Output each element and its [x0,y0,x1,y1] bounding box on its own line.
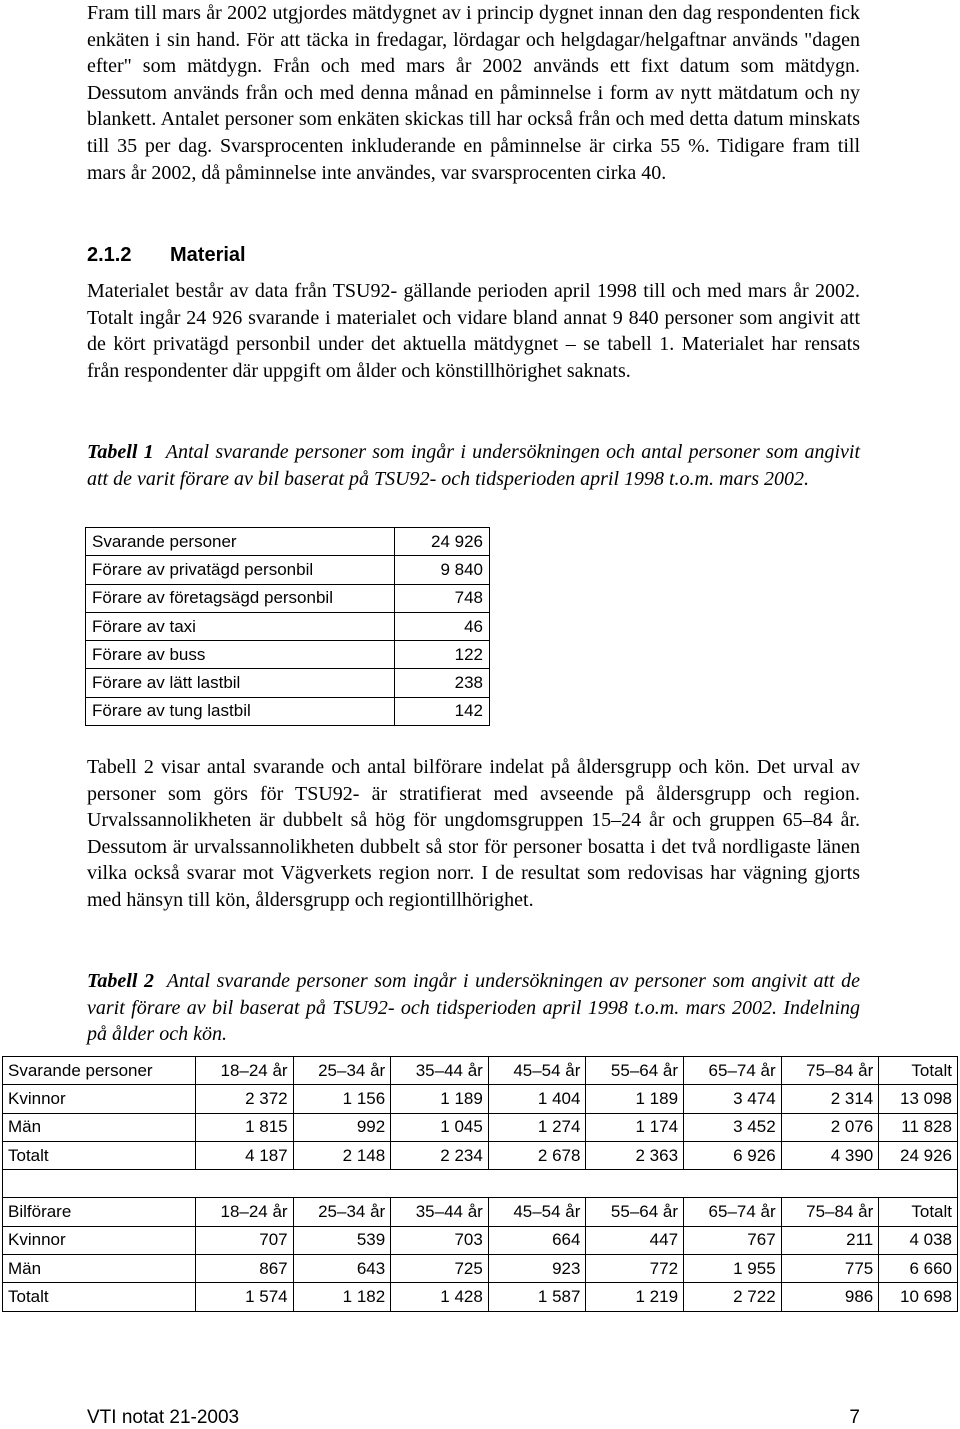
table-row [86,669,490,697]
table-cell-label: Förare av tung lastbil [86,697,395,725]
table-cell-value: 45–54 år [488,1057,586,1085]
table-cell-label: Män [3,1113,196,1141]
table-header-row [3,1057,958,1085]
table-cell-value: 992 [293,1113,391,1141]
table-cell-value: 18–24 år [196,1057,294,1085]
table-cell-value: 1 045 [391,1113,489,1141]
table1-caption-text: Antal svarande personer som ingår i undersökningen och antal personer som angivit att de varit förare av bil baserat på TSU92- och tidsperioden april 1998 t.o.m. mars 2002. [87,441,861,490]
table-cell-value: 13 098 [879,1085,958,1113]
table-cell-value: 25–34 år [293,1057,391,1085]
table-cell-value: 748 [395,584,490,612]
table-cell-value: 1 189 [586,1085,684,1113]
table-cell-value: 2 234 [391,1141,489,1169]
table-cell-value: 35–44 år [391,1198,489,1226]
table-row [86,528,490,556]
table-cell-value: 2 678 [488,1141,586,1169]
material-paragraph: Materialet består av data från TSU92- gällande perioden april 1998 till och med mars år 2002. Totalt ingår 24 926 svarande i materialet och vidare bland annat 9 840 personer som angivit att de kört privatägd personbil under det aktuella mätdygnet – se tabell 1. Materialet har rensats från respondenter där uppgift om ålder och könstillhörighet saknats. [87,280,860,382]
table-cell-value: 2 722 [684,1283,782,1311]
table-cell-value: 664 [488,1226,586,1254]
table2-caption-text: Antal svarande personer som ingår i undersökningen av personer som angivit att de varit förare av bil baserat på TSU92- och tidsperioden april 1998 t.o.m. mars 2002. Indelning på ålder och kön. [87,970,861,1046]
section-heading [87,244,246,267]
table-cell-value: 4 038 [879,1226,958,1254]
table-row [86,584,490,612]
table-row [86,612,490,640]
section-number: 2.1.2 [87,244,132,266]
table-cell-value: 1 219 [586,1283,684,1311]
table-cell-label: Förare av privatägd personbil [86,556,395,584]
table-cell-value: 211 [781,1226,879,1254]
table-cell-value: 75–84 år [781,1057,879,1085]
table2 [2,1056,958,1312]
table-cell-value: 18–24 år [196,1198,294,1226]
table-cell-value: 24 926 [879,1141,958,1169]
table-row [3,1113,958,1141]
table-cell-value: 1 587 [488,1283,586,1311]
table-cell-value: 9 840 [395,556,490,584]
table-cell-value: 1 404 [488,1085,586,1113]
table-cell-value: 122 [395,641,490,669]
table-cell-value: 772 [586,1255,684,1283]
table-cell-label: Totalt [3,1283,196,1311]
table-cell-value: 775 [781,1255,879,1283]
table-cell-label: Kvinnor [3,1085,196,1113]
intro-paragraph: Fram till mars år 2002 utgjordes mätdygnet av i princip dygnet innan den dag respondenten fick enkäten i sin hand. För att täcka in fredagar, lördagar och helgdagar/helgaftnar används "dagen efter" som mätdygn. Från och med mars år 2002 används ett fixt datum som mätdygn. Dessutom används från och med denna månad en påminnelse i form av nytt mätdatum och ny blankett. Antalet personer som enkäten skickas till har också från och med detta datum minskats till 35 per dag. Svarsprocenten inkluderande en påminnelse är cirka 55 %. Tidigare fram till mars år 2002, då påminnelse inte användes, var svarsprocenten cirka 40. [87,2,860,184]
table-cell-value: Totalt [879,1057,958,1085]
table-cell-value: 4 390 [781,1141,879,1169]
table-cell-value: 1 428 [391,1283,489,1311]
table-cell-value: 725 [391,1255,489,1283]
table-cell-label: Totalt [3,1141,196,1169]
table-row [3,1141,958,1169]
table-cell-value: 1 274 [488,1113,586,1141]
table-cell-label: Förare av lätt lastbil [86,669,395,697]
table1-caption-label: Tabell 1 [87,441,154,463]
table-cell-value: 55–64 år [586,1057,684,1085]
table-cell-value: 55–64 år [586,1198,684,1226]
table2-body [3,1057,958,1312]
table-cell-value: 4 187 [196,1141,294,1169]
table-cell-value: 2 148 [293,1141,391,1169]
table-spacer-cell [3,1170,958,1198]
table-cell-value: Totalt [879,1198,958,1226]
table-cell-value: 65–74 år [684,1057,782,1085]
table-cell-value: 447 [586,1226,684,1254]
table-cell-label: Förare av taxi [86,612,395,640]
table-row [86,556,490,584]
table-row [86,641,490,669]
table-cell-value: 2 314 [781,1085,879,1113]
table-cell-value: 35–44 år [391,1057,489,1085]
table-cell-value: 2 372 [196,1085,294,1113]
table-cell-value: 707 [196,1226,294,1254]
table-header-row [3,1198,958,1226]
table-cell-value: 25–34 år [293,1198,391,1226]
table-cell-value: 6 926 [684,1141,782,1169]
table-cell-label: Förare av buss [86,641,395,669]
table-row [3,1085,958,1113]
table-row [3,1226,958,1254]
table-cell-value: 65–74 år [684,1198,782,1226]
table1 [85,527,490,726]
table-cell-label: Män [3,1255,196,1283]
table2-caption [87,968,860,1048]
table-cell-value: 6 660 [879,1255,958,1283]
middle-paragraph: Tabell 2 visar antal svarande och antal bilförare indelat på åldersgrupp och kön. Det urval av personer som görs för TSU92- är stratifierat med avseende på åldersgrupp och region. Urvalssannolikheten är dubbelt så hög för ungdomsgruppen 15–24 år och gruppen 65–84 år. Dessutom är urvalssannolikheten dubbelt så stor för personer bosatta i det två nordligaste länen vilka också svarar mot Vägverkets region norr. I de resultat som redovisas har vägning gjorts med hänsyn till kön, åldersgrupp och regiontillhörighet. [87,756,860,911]
table-row [86,697,490,725]
table-cell-value: 986 [781,1283,879,1311]
table-cell-value: 46 [395,612,490,640]
table-cell-label: Svarande personer [86,528,395,556]
table-cell-value: 1 189 [391,1085,489,1113]
table-cell-value: 1 174 [586,1113,684,1141]
table-cell-value: 2 076 [781,1113,879,1141]
table-cell-value: 142 [395,697,490,725]
table2-caption-label: Tabell 2 [87,970,154,992]
table-cell-value: 923 [488,1255,586,1283]
table-cell-value: 2 363 [586,1141,684,1169]
footer-page-number: 7 [849,1407,860,1428]
table-cell-value: 1 955 [684,1255,782,1283]
table-cell-value: 643 [293,1255,391,1283]
table-cell-value: 238 [395,669,490,697]
table-cell-value: 3 452 [684,1113,782,1141]
section-title: Material [170,244,246,266]
table-cell-value: 703 [391,1226,489,1254]
table-row [3,1255,958,1283]
table-cell-value: 3 474 [684,1085,782,1113]
table-cell-value: 10 698 [879,1283,958,1311]
table-cell-value: 24 926 [395,528,490,556]
table-cell-value: 1 156 [293,1085,391,1113]
table-cell-value: 45–54 år [488,1198,586,1226]
table-spacer-row [3,1170,958,1198]
table-cell-label: Kvinnor [3,1226,196,1254]
table-cell-value: 867 [196,1255,294,1283]
table-cell-value: 1 182 [293,1283,391,1311]
table-cell-label: Bilförare [3,1198,196,1226]
table-row [3,1283,958,1311]
table-cell-value: 11 828 [879,1113,958,1141]
table-cell-value: 767 [684,1226,782,1254]
table-cell-label: Förare av företagsägd personbil [86,584,395,612]
table-cell-value: 1 574 [196,1283,294,1311]
footer-report-id: VTI notat 21-2003 [87,1407,240,1428]
table-cell-value: 1 815 [196,1113,294,1141]
table1-caption [87,439,860,492]
table-cell-value: 539 [293,1226,391,1254]
table-cell-label: Svarande personer [3,1057,196,1085]
table-cell-value: 75–84 år [781,1198,879,1226]
